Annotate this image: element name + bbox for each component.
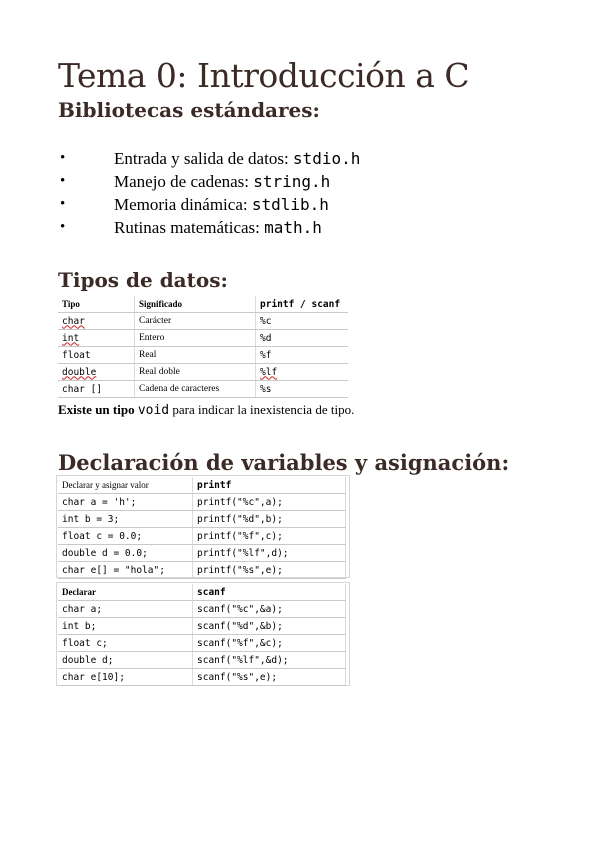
- printf-cell: printf("%f",c);: [193, 528, 346, 545]
- declaration-cell: float c;: [58, 635, 193, 652]
- column-header: Declarar y asignar valor: [58, 477, 193, 494]
- meaning-cell: Real: [135, 347, 256, 364]
- meaning-cell: Real doble: [135, 364, 256, 381]
- list-item-code: stdio.h: [292, 149, 361, 168]
- printf-cell: printf("%lf",d);: [193, 545, 346, 562]
- table-row: [58, 618, 346, 635]
- table-row: [58, 635, 346, 652]
- list-item-text: Memoria dinámica:: [114, 195, 252, 214]
- format-cell: %d: [256, 330, 349, 347]
- declaration-cell: char e[10];: [58, 669, 193, 686]
- printf-cell: printf("%s",e);: [193, 562, 346, 579]
- meaning-cell: Entero: [135, 330, 256, 347]
- section-heading-declaracion: Declaración de variables y asignación:: [58, 450, 510, 475]
- scanf-cell: scanf("%d",&b);: [193, 618, 346, 635]
- type-cell: float: [58, 347, 135, 364]
- table-row: [58, 528, 346, 545]
- list-item: [58, 170, 360, 193]
- type-cell: double: [62, 366, 97, 378]
- table-row: [58, 364, 348, 381]
- meaning-cell: Carácter: [135, 313, 256, 330]
- types-table: [58, 296, 348, 398]
- table-row: [58, 511, 346, 528]
- declaration-cell: int b = 3;: [58, 511, 193, 528]
- column-header: printf: [193, 477, 346, 494]
- list-item: [58, 147, 360, 170]
- list-item-code: stdlib.h: [251, 195, 329, 214]
- table-row: [58, 601, 346, 618]
- library-list: [58, 147, 360, 239]
- table-row: [58, 545, 346, 562]
- declaration-cell: double d;: [58, 652, 193, 669]
- list-item: [58, 216, 360, 239]
- bullet-icon: •: [60, 219, 66, 235]
- page-title: Tema 0: Introducción a C: [58, 56, 470, 95]
- table-header-row: [58, 584, 346, 601]
- bullet-icon: •: [60, 173, 66, 189]
- column-header: printf / scanf: [256, 296, 349, 313]
- scanf-table: [58, 584, 346, 686]
- list-item-text: Manejo de cadenas:: [114, 172, 254, 191]
- void-note: [58, 402, 354, 418]
- declaration-cell: char a;: [58, 601, 193, 618]
- table-row: [58, 347, 348, 364]
- printf-cell: printf("%c",a);: [193, 494, 346, 511]
- printf-table: [58, 477, 346, 579]
- table-row: [58, 669, 346, 686]
- bullet-icon: •: [60, 150, 66, 166]
- column-header: Significado: [135, 296, 256, 313]
- table-row: [58, 381, 348, 398]
- type-cell: char []: [58, 381, 135, 398]
- table-header-row: [58, 477, 346, 494]
- scanf-cell: scanf("%c",&a);: [193, 601, 346, 618]
- list-item-code: string.h: [253, 172, 331, 191]
- table-row: [58, 330, 348, 347]
- table-header-row: [58, 296, 348, 313]
- type-cell: char: [62, 315, 85, 327]
- note-bold: Existe un tipo: [58, 402, 138, 417]
- table-row: [58, 562, 346, 579]
- meaning-cell: Cadena de caracteres: [135, 381, 256, 398]
- declaration-cell: char a = 'h';: [58, 494, 193, 511]
- scanf-cell: scanf("%lf",&d);: [193, 652, 346, 669]
- format-cell: %lf: [260, 366, 278, 378]
- format-cell: %s: [256, 381, 349, 398]
- type-cell: int: [62, 332, 80, 344]
- note-code: void: [137, 403, 170, 418]
- printf-cell: printf("%d",b);: [193, 511, 346, 528]
- table-row: [58, 313, 348, 330]
- format-cell: %c: [256, 313, 349, 330]
- list-item-text: Rutinas matemáticas:: [114, 218, 265, 237]
- declaration-cell: double d = 0.0;: [58, 545, 193, 562]
- column-header: Tipo: [58, 296, 135, 313]
- table-row: [58, 494, 346, 511]
- declaration-cell: float c = 0.0;: [58, 528, 193, 545]
- declaration-cell: int b;: [58, 618, 193, 635]
- scanf-cell: scanf("%f",&c);: [193, 635, 346, 652]
- list-item-text: Entrada y salida de datos:: [114, 149, 293, 168]
- bullet-icon: •: [60, 196, 66, 212]
- table-row: [58, 652, 346, 669]
- section-heading-bibliotecas: Bibliotecas estándares:: [58, 98, 320, 122]
- note-rest: para indicar la inexistencia de tipo.: [169, 402, 355, 417]
- column-header: Declarar: [58, 584, 193, 601]
- section-heading-tipos: Tipos de datos:: [58, 268, 228, 292]
- column-header: scanf: [193, 584, 346, 601]
- declaration-cell: char e[] = "hola";: [58, 562, 193, 579]
- format-cell: %f: [256, 347, 349, 364]
- list-item: [58, 193, 360, 216]
- scanf-cell: scanf("%s",e);: [193, 669, 346, 686]
- list-item-code: math.h: [264, 218, 322, 237]
